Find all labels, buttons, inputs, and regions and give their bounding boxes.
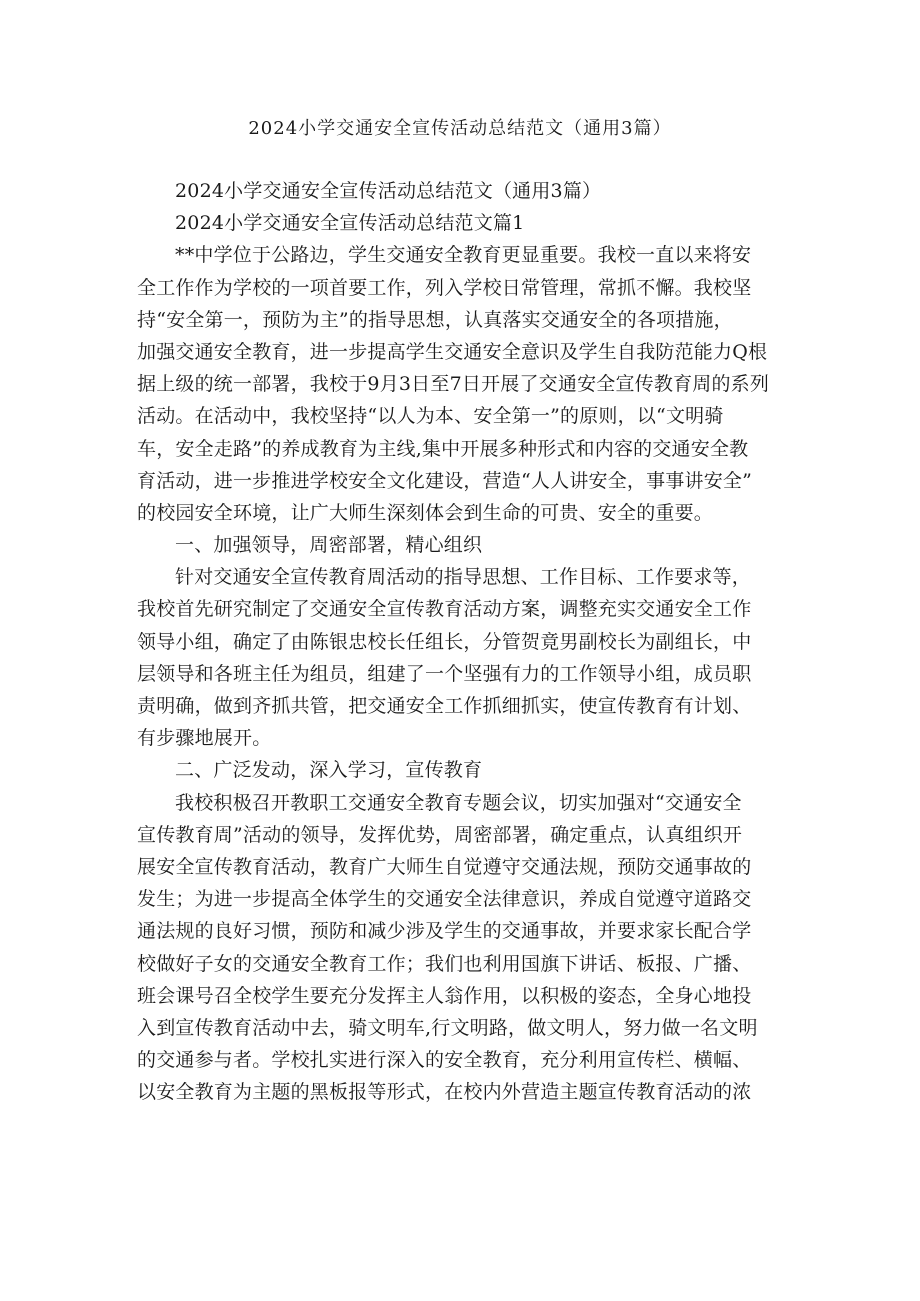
text-line: 据上级的统一部署，我校于9月3日至7日开展了交通安全宣传教育周的系列 — [137, 373, 770, 396]
text-line: 入到宣传教育活动中去，骑文明车,行文明路，做文明人，努力做一名文明 — [137, 1016, 758, 1039]
text-line: 活动。在活动中，我校坚持“以人为本、安全第一”的原则，以“文明骑 — [137, 405, 724, 428]
text-line: 发生；为进一步提高全体学生的交通安全法律意识，养成自觉遵守道路交 — [137, 888, 752, 911]
text-line: 展安全宣传教育活动，教育广大师生自觉遵守交通法规，预防交通事故的 — [137, 855, 752, 878]
document-body — [137, 175, 793, 1108]
text-line: 育活动，进一步推进学校安全文化建设，营造“人人讲安全，事事讲安全” — [137, 469, 753, 492]
document-title: 2024小学交通安全宣传活动总结范文（通用3篇） — [248, 118, 672, 139]
text-line: 二、广泛发动，深入学习，宣传教育 — [175, 759, 483, 782]
text-line: 全工作作为学校的一项首要工作，列入学校日常管理，常抓不懈。我校坚 — [137, 276, 752, 299]
text-line: 的交通参与者。学校扎实进行深入的安全教育，充分利用宣传栏、横幅、 — [137, 1049, 752, 1072]
text-line: 我校积极召开教职工交通安全教育专题会议，切实加强对“交通安全 — [175, 791, 742, 814]
text-line: 针对交通安全宣传教育周活动的指导思想、工作目标、工作要求等， — [175, 566, 752, 589]
text-line: 2024小学交通安全宣传活动总结范文篇1 — [175, 212, 525, 235]
text-line: 加强交通安全教育，进一步提高学生交通安全意识及学生自我防范能力Q根 — [137, 340, 768, 363]
text-line: 宣传教育周”活动的领导，发挥优势，周密部署，确定重点，认真组织开 — [137, 823, 743, 846]
text-line: **中学位于公路边，学生交通安全教育更显重要。我校一直以来将安 — [175, 244, 752, 267]
text-line: 班会课号召全校学生要充分发挥主人翁作用，以积极的姿态，全身心地投 — [137, 984, 752, 1007]
text-line: 的校园安全环境，让广大师生深刻体会到生命的可贵、安全的重要。 — [137, 501, 714, 524]
text-line: 责明确，做到齐抓共管，把交通安全工作抓细抓实，使宣传教育有计划、 — [137, 695, 752, 717]
text-line: 以安全教育为主题的黑板报等形式，在校内外营造主题宣传教育活动的浓 — [137, 1081, 752, 1104]
text-line: 持“安全第一，预防为主”的指导思想，认真落实交通安全的各项措施， — [137, 308, 733, 331]
text-line: 一、加强领导，周密部署，精心组织 — [175, 534, 483, 557]
text-line: 领导小组，确定了由陈银忠校长任组长，分管贺竟男副校长为副组长，中 — [137, 630, 752, 653]
text-line: 2024小学交通安全宣传活动总结范文（通用3篇） — [175, 180, 602, 202]
text-line: 通法规的良好习惯，预防和减少涉及学生的交通事故，并要求家长配合学 — [137, 920, 752, 943]
text-line: 校做好子女的交通安全教育工作；我们也利用国旗下讲话、板报、广播、 — [137, 952, 752, 975]
text-line: 层领导和各班主任为组员，组建了一个坚强有力的工作领导小组，成员职 — [137, 662, 752, 685]
text-line: 车，安全走路”的养成教育为主线,集中开展多种形式和内容的交通安全教 — [137, 437, 749, 460]
text-line: 我校首先研究制定了交通安全宣传教育活动方案，调整充实交通安全工作 — [137, 598, 752, 621]
text-line: 有步骤地展开。 — [137, 727, 272, 750]
